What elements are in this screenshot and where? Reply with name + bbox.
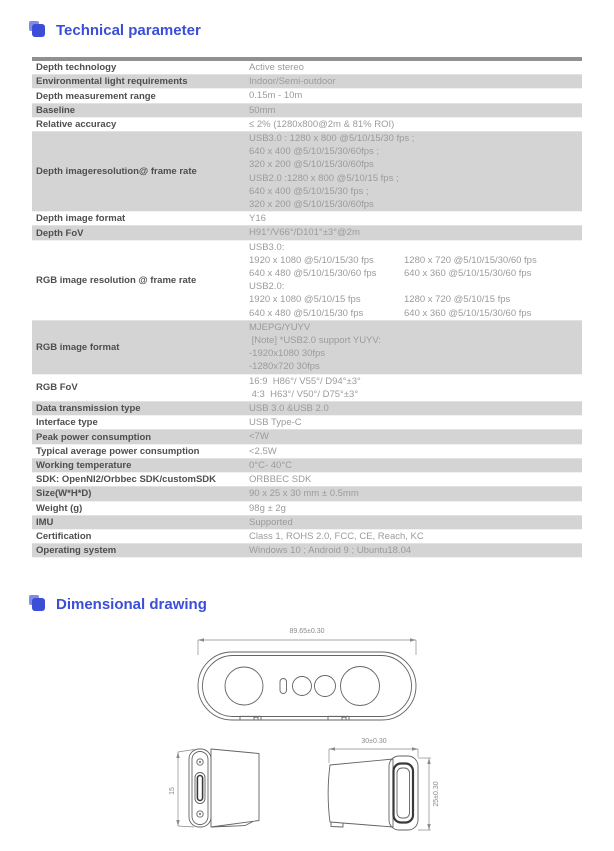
table-row [32,212,582,226]
section-title-dimensional-drawing [32,596,582,613]
value-line: 320 x 200 @5/10/15/30/60fps [249,159,374,171]
table-row [32,402,582,416]
value-line: USB3.0 : 1280 x 800 @5/10/15/30 fps ; [249,133,415,145]
value-line: Class 1, ROHS 2.0, FCC, CE, Reach, KC [249,530,424,542]
value-line: -1280x720 30fps [249,361,320,373]
section-title-text: Technical parameter [56,22,201,39]
spec-value [247,104,582,117]
spec-value [247,473,582,486]
middle-lens-1 [293,677,312,696]
value-line [249,254,582,267]
value-line: H91°/V66°/D101°±3°@2m [249,227,360,239]
table-row [32,241,582,321]
left-lens [225,667,263,705]
blue-square-icon [32,598,45,611]
spec-label: SDK: OpenNI2/Orbbec SDK/customSDK [36,474,216,486]
value-line: 50mm [249,104,276,116]
table-row [32,104,582,118]
spec-value [247,118,582,131]
value-col-1: 1920 x 1080 @5/10/15 fps [249,294,361,306]
value-line: 640 x 400 @5/10/15/30/60fps ; [249,146,380,158]
table-row [32,61,582,75]
value-col-2: 1280 x 720 @5/10/15/30/60 fps [404,254,537,266]
table-row [32,544,582,558]
spec-label: IMU [36,516,54,528]
value-line: USB Type-C [249,417,302,429]
spec-value [247,89,582,102]
spec-value [247,516,582,529]
spec-value [247,430,582,443]
spec-value [247,75,582,88]
spec-label: RGB FoV [36,382,78,394]
spec-label: Size(W*H*D) [36,488,92,500]
spec-value [247,445,582,458]
spec-value [247,502,582,515]
spec-label: Environmental light requirements [36,76,188,88]
table-row [32,416,582,430]
value-line: USB3.0: [249,241,285,253]
spec-value [247,487,582,500]
value-line: ORBBEC SDK [249,474,312,486]
spec-value [247,375,582,401]
value-line: <7W [249,431,269,443]
spec-label: Operating system [36,545,117,557]
table-row [32,530,582,544]
value-line: MJEPG/YUYV [249,321,311,333]
value-col-1: 1920 x 1080 @5/10/15/30 fps [249,254,374,266]
value-col-1: 640 x 480 @5/10/15/30 fps [249,307,364,319]
spec-value [247,241,582,320]
drawings-area [32,613,582,843]
top-width-dimension-label: 30±0.30 [360,738,387,746]
value-line: USB 3.0 &USB 2.0 [249,403,329,415]
side-view-right-drawing [321,735,446,843]
value-line [249,307,582,320]
spec-label: Depth FoV [36,227,84,239]
center-slot [280,679,287,694]
spec-label: Interface type [36,417,98,429]
blue-square-icon [32,24,45,37]
spec-label: Weight (g) [36,502,83,514]
side-view-left-drawing [169,735,269,837]
value-line: 90 x 25 x 30 mm ± 0.5mm [249,488,359,500]
usb-c-port [195,773,205,804]
spec-label: Depth technology [36,62,117,74]
value-line: USB2.0 :1280 x 800 @5/10/15 fps ; [249,172,399,184]
value-line: USB2.0: [249,281,285,293]
table-row [32,516,582,530]
spec-label: Certification [36,531,92,542]
spec-value [247,132,582,211]
value-line: ≤ 2% (1280x800@2m & 81% ROI) [249,118,395,130]
spec-label: Depth measurement range [36,90,156,102]
table-row [32,118,582,132]
table-row [32,445,582,459]
spec-label: Data transmission type [36,403,141,415]
value-line: Windows 10 ; Android 9 ; Ubuntu18.04 [249,545,412,557]
table-row [32,226,582,240]
section-title-technical-parameter [32,22,582,39]
right-lens [341,667,380,706]
spec-label: Depth imageresolution@ frame rate [36,166,197,178]
side-height-dimension-label: 15 [168,787,176,796]
spec-label: RGB image resolution @ frame rate [36,274,197,286]
table-row [32,487,582,501]
value-col-2: 640 x 360 @5/10/15/30/60 fps [404,307,532,319]
value-line: 98g ± 2g [249,502,286,514]
table-row [32,89,582,103]
technical-parameter-section [32,22,582,558]
table-row [32,321,582,375]
value-line: -1920x1080 30fps [249,348,326,360]
spec-value [247,416,582,429]
value-line [249,267,582,280]
spec-label: Working temperature [36,459,132,471]
value-line: 320 x 200 @5/10/15/30/60fps [249,199,374,211]
spec-table [32,57,582,558]
side-views-row [169,735,446,843]
value-line: Active stereo [249,62,304,73]
table-row [32,502,582,516]
spec-label: Baseline [36,104,76,116]
spec-label: Relative accuracy [36,118,117,130]
spec-value [247,459,582,472]
spec-value [247,61,582,74]
value-line: Supported [249,516,293,528]
table-row [32,473,582,487]
value-col-1: 640 x 480 @5/10/15/30/60 fps [249,268,377,280]
value-line: 0.15m - 10m [249,90,303,102]
value-line: Y16 [249,213,266,225]
value-line: 0°C- 40°C [249,459,292,471]
spec-label: Depth image format [36,213,126,225]
table-row [32,132,582,212]
middle-lens-2 [315,676,336,697]
table-row [32,75,582,89]
value-line: 640 x 400 @5/10/15/30 fps ; [249,185,369,197]
front-view-wrap [192,625,422,723]
table-row [32,375,582,402]
value-col-2: 1280 x 720 @5/10/15 fps [404,294,511,306]
value-col-2: 640 x 360 @5/10/15/30/60 fps [404,268,532,280]
table-row [32,430,582,444]
front-view-drawing [192,625,422,723]
spec-value [247,402,582,415]
dimensional-drawing-section [32,596,582,843]
value-line: Indoor/Semi-outdoor [249,76,336,88]
spec-value [247,226,582,239]
spec-label: Peak power consumption [36,431,152,443]
spec-label: RGB image format [36,341,120,353]
front-width-dimension-label: 89.65±0.30 [289,628,325,636]
side-depth-dimension-label: 25±0.30 [432,781,440,807]
value-line: 16:9 H86°/ V55°/ D94°±3° [249,375,361,387]
spec-value [247,544,582,557]
spec-value [247,530,582,543]
value-line: <2.5W [249,445,277,457]
value-line: 4:3 H63°/ V50°/ D75°±3° [249,388,359,400]
spec-value [247,321,582,374]
section-title-text: Dimensional drawing [56,596,207,614]
value-line [249,293,582,306]
table-row [32,459,582,473]
spec-label: Typical average power consumption [36,445,200,457]
spec-value [247,212,582,225]
value-line: [Note] *USB2.0 support YUYV: [249,335,382,347]
